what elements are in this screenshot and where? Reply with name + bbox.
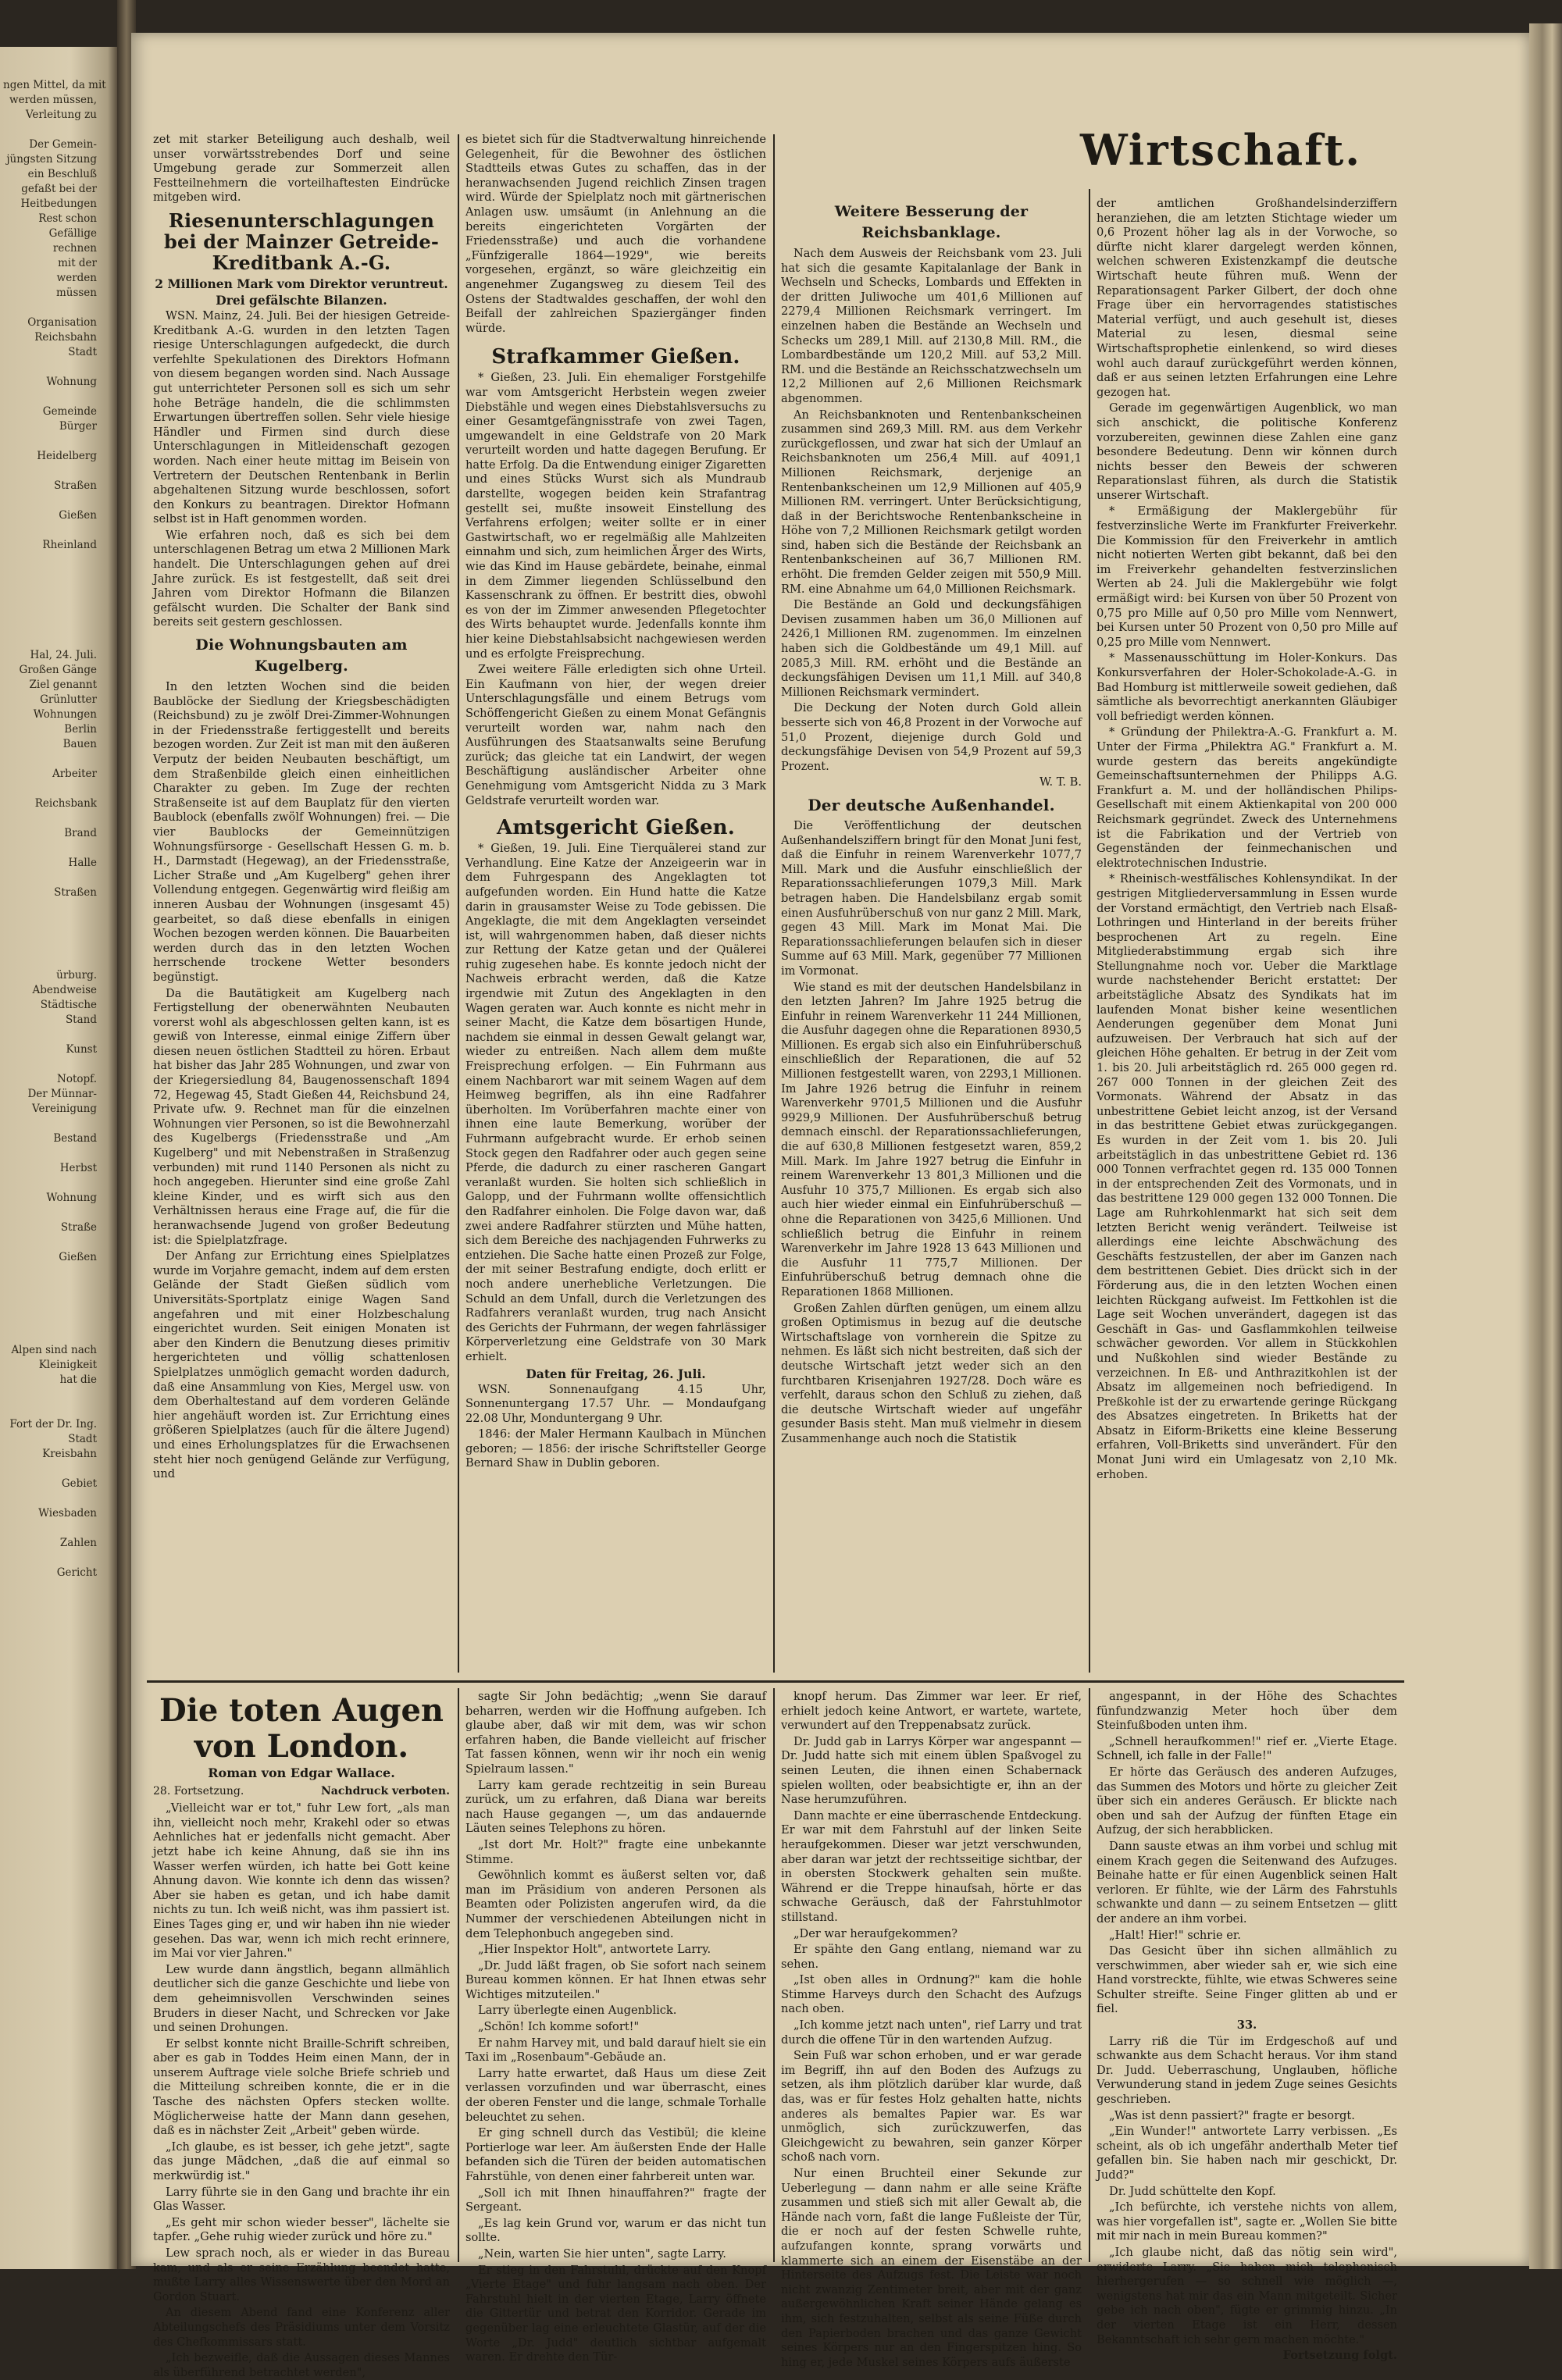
- left-page-fragment: Bürger: [59, 420, 97, 433]
- serial-paragraph: „Der war heraufgekommen?: [793, 1926, 958, 1940]
- serial-paragraph: „Dr. Judd läßt fragen, ob Sie sofort nach seinem Bureau kommen können. Er hat Ihnen etwas sehr Wichtiges mitzuteilen.": [465, 1958, 766, 2001]
- left-page-fragment: Wohnung: [46, 376, 97, 388]
- left-page-fragment: Stadt: [68, 346, 97, 358]
- serial-paragraph: „Ich komme jetzt nach unten", rief Larry und trat durch die offene Tür in den wartenden Aufzug.: [781, 2018, 1082, 2047]
- serial-paragraph: „Es geht mir schon wieder besser", lächelte sie tapfer. „Gehe ruhig wieder zurück und höre zu.": [153, 2215, 450, 2244]
- left-page-fragment: Alpen sind nach: [11, 1344, 97, 1356]
- left-page-fragment: rechnen: [52, 242, 97, 255]
- column-1: [153, 133, 450, 1675]
- left-page-fragment: hat die: [59, 1373, 97, 1386]
- left-page-fragment: gefaßt bei der: [21, 183, 97, 195]
- serial-notice: Nachdruck verboten.: [321, 1784, 450, 1797]
- column-4: [1097, 197, 1397, 1675]
- article-paragraph: 1846: der Maler Hermann Kaulbach in München geboren; — 1856: der irische Schriftsteller George Bernard Shaw in Dublin geboren.: [465, 1427, 766, 1470]
- article-paragraph: der amtlichen Großhandelsinderziffern heranziehen, die am letzten Stichtage wieder um 0,6 Prozent höher lag als in der Vorwoche, so dürfte nicht klarer dargelegt werden können, welchen schweren Existenzkampf die deutsche Wirtschaft heute führen muß. Wenn der Reparationsagent Parker Gilbert, der doch ohne Frage über ein hervorragendes statistisches Material verfügt, und auch gesehult ist, dieses Material zu lesen, diesmal seine Wirtschaftsprophetie einlenkend, so wird dieses wohl auch darauf zurückgeführt werden können, daß er aus seinen letzten Erfahrungen eine Lehre gezogen hat.: [1097, 197, 1397, 399]
- article-paragraph: Der Anfang zur Errichtung eines Spielplatzes wurde im Vorjahre gemacht, indem auf dem ersten Gelände der Stadt Gießen südlich vom Universitäts-Sportplatz einige Wagen Sand angefahren und mit einer Holzbeschalung eingerichtet wurden. Seit einigen Monaten ist aber den Kindern die Benutzung dieses primitiv hergerichteten und völlig schattenlosen Spielplatzes unmöglich gemacht worden dadurch, daß eine Ansammlung von Kies, Mergel usw. von dem Oberhaltestand auf dem vorderen Gelände hier angehäuft worden ist. Zur Errichtung eines größeren Spielplatzes (auch für die ältere Jugend) und eines Erholungsplatzes für die Erwachsenen steht hier noch genügend Gelände zur Verfügung, und: [153, 1249, 450, 1481]
- article-paragraph: WSN. Mainz, 24. Juli. Bei der hiesigen Getreide-Kreditbank A.-G. wurden in den letzten Tagen riesige Unterschlagungen aufgedeckt, die durch verfehlte Spekulationen des Direktors Hofmann von diesem begangen worden sind. Nach Aussage gut unterrichteter Personen soll es sich um sehr hohe Beträge handeln, die die schlimmsten Erwartungen übertreffen sollen. Sehr viele hiesige Händler und Firmen sind durch diese Unterschlagungen in Mitleidenschaft gezogen worden. Nach einer heute mittag im Beisein von Vertretern der Deutschen Rentenbank in Berlin abgehaltenen Sitzung wurde beschlossen, sofort den Konkurs zu beantragen. Direktor Hofmann selbst ist in Haft genommen worden.: [153, 308, 450, 526]
- serial-part: 28. Fortsetzung.: [153, 1784, 244, 1797]
- headline-amtsgericht: Amtsgericht Gießen.: [496, 816, 736, 840]
- article-paragraph: Die Deckung der Noten durch Gold allein besserte sich von 46,8 Prozent in der Vorwoche auf 51,0 Prozent, diejenige durch Gold und deckungsfähige Devisen von 54,9 Prozent auf 59,3 Prozent.: [781, 701, 1082, 773]
- serial-paragraph: Er nahm Harvey mit, und bald darauf hielt sie ein Taxi im „Rosenbaum"-Gebäude an.: [465, 2036, 766, 2065]
- headline-reichsbank: Weitere Besserung der Reichsbanklage.: [834, 203, 1029, 241]
- column-rule: [773, 134, 775, 1673]
- serial-paragraph: Er selbst konnte nicht Braille-Schrift schreiben, aber es gab in Toddes Heim einen Mann, der in unserem Auftrage viele solche Briefe schrieb und die Mitteilung schreiben konnte, die er in die Tasche des nächsten Opfers stecken wollte. Möglicherweise hatte der Mann dann gesehen, daß es in nächster Zeit „Arbeit" geben würde.: [153, 2036, 450, 2138]
- article-paragraph: Die Bestände an Gold und deckungsfähigen Devisen zusammen haben um 36,0 Millionen auf 2426,1 Millionen RM. zugenommen. Im einzelnen haben sich die Goldbestände um 49,1 Mill. auf 2085,3 Mill. RM. erhöht und die Bestände an deckungsfähigen Devisen um 11,1 Mill. auf 340,8 Millionen Reichsmark vermindert.: [781, 598, 1082, 699]
- article-paragraph: * Massenausschüttung im Holer-Konkurs. Das Konkursverfahren der Holer-Schokolade-A.-G. in Bad Homburg ist mittlerweile soweit gediehen, daß sämtliche als bevorrechtigt anerkannten Gläubiger voll befriedigt werden können.: [1097, 651, 1397, 723]
- article-paragraph: * Ermäßigung der Maklergebühr für festverzinsliche Werte im Frankfurter Freiverkehr. Die Kommission für den Freiverkehr in amtlich nicht notierten Werten gibt bekannt, daß bei den im Freiverkehr gehandelten festverzinslichen Werten ab 24. Juli die Maklergebühr wie folgt ermäßigt wird: bei Kursen von über 50 Prozent von 0,75 pro Mille auf 0,50 pro Mille vom Nennwert, bei Kursen unter 50 Prozent von 0,50 pro Mille auf 0,25 pro Mille vom Nennwert.: [1097, 504, 1397, 649]
- serial-title: Die toten Augen von London.: [159, 1692, 444, 1765]
- left-page-fragment: Bauen: [62, 738, 97, 750]
- serial-paragraph: Er ging schnell durch das Vestibül; die kleine Portierloge war leer. Am äußersten Ende der Halle befanden sich die Türen der beiden automatischen Fahrstühle, von denen einer fahrbereit unten war.: [465, 2126, 766, 2183]
- left-page-fragment: Heitbedungen: [20, 198, 97, 210]
- serial-paragraph: Larry riß die Tür im Erdgeschoß auf und schwankte aus dem Schacht heraus. Vor ihm stand Dr. Judd. Ueberraschung, Unglauben, höfliche Verwunderung stand in jedem Zuge seines Gesichts geschrieben.: [1097, 2034, 1397, 2107]
- serial-paragraph: angespannt, in der Höhe des Schachtes fünfundzwanzig Meter hoch über dem Steinfußboden unten ihm.: [1097, 1690, 1397, 1733]
- serial-paragraph: Er stieg in den Fahrstuhl, drückte auf den Knopf „Vierte Etage" und fuhr langsam nach oben. Der Fahrstuhl hielt in der vierten Etage, Larry öffnete die Gittertür und betrat den Korridor. Gerade im gegenüber lag eine erleuchtete Glastür, auf der die Worte „Dr. Judd" deutlich sichtbar aufgemalt waren. Er drehte den Tür-: [465, 2263, 766, 2364]
- article-paragraph: Da die Bautätigkeit am Kugelberg nach Fertigstellung der obenerwähnten Neubauten vorerst wohl als abgeschlossen gelten kann, ist es gewiß von Interesse, einmal einige Ziffern über diesen neuen östlichen Stadtteil zu hören. Erbaut hat bisher das Jahr 285 Wohnungen, und zwar von der Kriegersiedlung 84, Baugenossenschaft 1894 72, Hegewag 45, Stadt Gießen 44, Reichsbund 24, Private ufw. 9. Rechnet man für die einzelnen Wohnungen vier Personen, so ist die Bewohnerzahl des Kugelbergs (Friedensstraße und „Am Kugelberg" und mit Nebenstraßen in Straßenzug verbunden) mit rund 1140 Personen als nicht zu hoch angegeben. Hierunter sind eine große Zahl kleine Kinder, und es wirft sich aus den Verhältnissen heraus eine Frage auf, die für die heranwachsende Jugend von großer Bedeutung ist: die Spielplatzfrage.: [153, 986, 450, 1247]
- serial-paragraph: Gewöhnlich kommt es äußerst selten vor, daß man im Präsidium von anderen Personen als Beamten oder Polizisten angerufen wird, da die Nummer der verschiedenen Abteilungen nicht in dem Telephonbuch angegeben sind.: [465, 1869, 766, 1940]
- subhead-mainz-1: 2 Millionen Mark vom Direktor veruntreut.: [155, 276, 448, 291]
- left-page-fragment: Gebiet: [61, 1477, 97, 1490]
- newspaper-page: [131, 33, 1529, 2379]
- left-page-fragment: Kleinigkeit: [38, 1359, 97, 1371]
- serial-paragraph: Larry führte sie in den Gang und brachte ihr ein Glas Wasser.: [153, 2185, 450, 2214]
- column-rule: [773, 1688, 775, 2262]
- left-page-fragment: Fort der Dr. Ing.: [9, 1418, 97, 1430]
- left-page-fragment: Bestand: [53, 1132, 97, 1145]
- serial-column-1: [153, 1690, 450, 2379]
- article-paragraph: * Gründung der Philektra-A.-G. Frankfurt a. M. Unter der Firma „Philektra AG." Frankfurt a. M. wurde gestern das bereits angekündigte Gemeinschaftsunternehmen der Philipps A.G. Frankfurt a. M. und der holländischen Philips-Gesellschaft mit einem Aktienkapital von 200 000 Reichsmark gegründet. Zweck des Unternehmens ist die Fabrikation und der Vertrieb von Gegenständen der feinmechanischen und elektrotechnischen Industrie.: [1097, 725, 1397, 870]
- serial-paragraph: Er hörte das Geräusch des anderen Aufzuges, das Summen des Motors und hörte zu gleicher Zeit über sich ein anderes Geräusch. Er blickte nach oben und sah der Aufzug der fünften Etage ein Aufzug, der sich herabblicken.: [1097, 1765, 1397, 1837]
- agency-signature: W. T. B.: [1040, 775, 1082, 789]
- left-page-fragment: werden müssen,: [9, 94, 97, 106]
- article-paragraph: Die Veröffentlichung der deutschen Außenhandelsziffern bringt für den Monat Juni fest, daß die Einfuhr in reinem Warenverkehr 1077,7 Mill. Mark und die Ausfuhr einschließlich der Reparationssachlieferungen 1079,3 Mill. Mark betragen haben. Die Handelsbilanz ergab somit einen Ausfuhrüberschuß von nur ganz 2 Mill. Mark, gegen 43 Mill. Mark im Monat Mai. Die Reparationssachlieferungen belaufen sich in dieser Summe auf 63 Mill. Mark, gegenüber 77 Millionen im Vormonat.: [781, 818, 1082, 978]
- serial-paragraph: „Ich befürchte, ich verstehe nichts von allem, was hier vorgefallen ist", sagte er. „Wollen Sie bitte mit mir nach in mein Bureau kommen?": [1097, 2200, 1397, 2243]
- article-paragraph: * Gießen, 19. Juli. Eine Tierquälerei stand zur Verhandlung. Eine Katze der Anzeigeerin war in dem Fuhrgespann des Angeklagten tot aufgefunden worden. Ein Hund hatte die Katze darin in grausamster Weise zu Tode gebissen. Die Angeklagte, die mit dem Angeklagten verseindet ist, will wahrgenommen haben, daß dieser nichts zur Rettung der Katze getan und der Quälerei ruhig zugesehen habe. Es konnte jedoch nicht der Nachweis erbracht werden, daß die Katze irgendwie mit Zutun des Angeklagten in den Wagen geraten war. Auch konnte es nicht mehr in seiner Macht, die Katze dem bösartigen Hunde, nachdem sie einmal in dessen Gewalt gelangt war, wieder zu entreißen. Nach allem dem mußte Freisprechung erfolgen. — Ein Fuhrmann aus einem Nachbarort war mit seinem Wagen auf dem Heimweg begriffen, als ihn eine Radfahrer überholten. Im Vorüberfahren machte einer von ihnen eine laute Bemerkung, worüber der Fuhrmann aufgebracht wurde. Er erhob seinen Stock gegen den Radfahrer oder auch gegen seine Pferde, die dadurch zu einer rascheren Gangart veranlaßt wurden. Sie holten sich schließlich in Galopp, und der Fuhrmann wollte offensichtlich den Radfahrer einholen. Die Folge davon war, daß zwei andere Radfahrer stürzten und Mühe hatten, sich dem Bereiche des nachjagenden Fuhrwerks zu entziehen. Die Sache hatte einen Prozeß zur Folge, der mit seiner Bestrafung endigte, doch erlitt er noch andere unerhebliche Verletzungen. Die Schuld an dem Unfall, durch die Verletzungen des Radfahrers veranlaßt wurden, trug nach Ansicht des Gerichts der Fuhrmann, der wegen fahrlässiger Körperverletzung eine Geldstrafe von 30 Mark erhielt.: [465, 842, 766, 1363]
- serial-paragraph: Dann machte er eine überraschende Entdeckung. Er war mit dem Fahrstuhl auf der linken Seite heraufgekommen. Dieser war jetzt verschwunden, aber daran war jetzt der rechtsseitige sichtbar, der in obersten Stockwerk gehalten sein mußte. Während er die Treppe hinaufsah, hörte er das schwache Geräusch, daß der Fahrstuhlmotor stillstand.: [781, 1808, 1082, 1924]
- left-page-fragment: Heidelberg: [37, 450, 97, 462]
- article-paragraph: Zwei weitere Fälle erledigten sich ohne Urteil. Ein Kaufmann von hier, der wegen dreier Unterschlagungsfälle und einem Betrugs vom Schöffengericht Gießen zu einem Monat Gefängnis verurteilt worden war, nahm nach den Ausführungen des Staatsanwalts seine Berufung zurück; das gleiche tat ein Landwirt, der wegen Beschäftigung ausländischer Arbeiter ohne Genehmigung vom Amtsgericht Nidda zu 3 Mark Geldstrafe verurteilt worden war.: [465, 663, 766, 807]
- column-rule: [1089, 189, 1090, 1673]
- left-page-fragment: Zahlen: [59, 1537, 97, 1549]
- serial-paragraph: Dr. Judd schüttelte den Kopf.: [1109, 2184, 1276, 2198]
- serial-paragraph: Larry kam gerade rechtzeitig in sein Bureau zurück, um zu erfahren, daß Diana war bereits nach Hause gegangen —, um das andauernde Läuten seines Telephons zu hören.: [465, 1778, 766, 1836]
- headline-kugelberg: Die Wohnungsbauten am Kugelberg.: [195, 636, 408, 675]
- serial-paragraph: Lew sprach noch, als er wieder in das Bureau kam, und als er seine Erzählung beendet hatte, mußte Larry alles Wissenswerte über den Mord an Gordon Stuart.: [153, 2246, 450, 2303]
- left-page-fragment: Verleitung zu: [25, 109, 97, 121]
- left-page-fragment: Hal, 24. Juli.: [30, 649, 97, 661]
- serial-paragraph: „Schön! Ich komme sofort!": [478, 2020, 640, 2034]
- column-rule: [458, 1688, 459, 2262]
- serial-paragraph: Er spähte den Gang entlang, niemand war zu sehen.: [781, 1943, 1082, 1971]
- left-page-fragment: Herbst: [59, 1162, 97, 1174]
- left-page-fragment: Reichsbahn: [34, 331, 97, 344]
- serial-paragraph: „Schnell heraufkommen!" rief er. „Vierte Etage. Schnell, ich falle in der Falle!": [1097, 1734, 1397, 1763]
- left-page-fragment: ein Beschluß: [27, 168, 97, 180]
- left-page-fragment: Gießen: [59, 509, 97, 522]
- serial-paragraph: Larry überlegte einen Augenblick.: [478, 2004, 677, 2018]
- headline-strafkammer: Strafkammer Gießen.: [491, 345, 740, 369]
- left-page-fragment: Rheinland: [42, 539, 97, 551]
- left-page-fragment: Gefällige: [48, 227, 97, 240]
- page-edge: [1529, 23, 1562, 2269]
- serial-paragraph: „Ich glaube nicht, daß das nötig sein wird", erwiderte Larry. „Sie haben mich telephonisch hierhergerufen — so schnell wie möglich —, wenigstens hat mir das ein Mann mitgeteilt. Sicher gebe ich nach oben", fügte er grimmig hinzu. „In der vierten Etage ist ein Herr, dessen Bekanntschaft ich sehr gern machen möchte.": [1097, 2245, 1397, 2346]
- left-page-fragment: Rest schon: [38, 212, 97, 225]
- left-page-fragment: Grünlutter: [40, 693, 97, 706]
- serial-paragraph: „Soll ich mit Ihnen hinauffahren?" fragte der Sergeant.: [465, 2186, 766, 2214]
- article-paragraph: Nach dem Ausweis der Reichsbank vom 23. Juli hat sich die gesamte Kapitalanlage der Bank in Wechseln und Schecks, Lombards und Effekten in der dritten Juliwoche um 401,6 Millionen auf 2279,4 Millionen Reichsmark verringert. Im einzelnen haben die Bestände an Wechseln und Schecks um 289,1 Mill. auf 2130,8 Mill. RM., die Lombardbestände um 120,2 Mill. auf 53,2 Mill. RM. und die Bestände an Reichsschatzwechseln um 12,2 Millionen auf 2,6 Millionen Reichsmark abgenommen.: [781, 247, 1082, 405]
- left-page-fragment: Notopf.: [57, 1073, 97, 1085]
- left-facing-page: [0, 47, 117, 2269]
- left-page-fragment: jüngsten Sitzung: [6, 153, 97, 166]
- left-page-fragment: Kreisbahn: [42, 1448, 97, 1460]
- serial-paragraph: „Ich bezweifle, daß die Aussagen dieses Mannes als überführend betrachtet werden",: [153, 2351, 450, 2379]
- serial-paragraph: „Ich glaube, es ist besser, ich gehe jetzt", sagte das junge Mädchen, „daß die auf einmal so merkwürdig ist.": [153, 2140, 450, 2183]
- headline-mainz: Riesenunterschlagungen bei der Mainzer Getreide-Kreditbank A.-G.: [163, 208, 440, 274]
- article-paragraph: Wie stand es mit der deutschen Handelsbilanz in den letzten Jahren? Im Jahre 1925 betrug die Einfuhr in reinem Warenverkehr 11 244 Millionen, die Ausfuhr dagegen ohne die Reparationen 8930,5 Millionen. Es ergab sich also ein Einfuhrüberschuß einschließlich der Reparationen, die auf 52 Millionen festgestellt waren, von 2293,1 Millionen. Im Jahre 1926 betrug die Einfuhr in reinem Warenverkehr 9701,5 Millionen und die Ausfuhr 9929,9 Millionen. Der Ausfuhrüberschuß betrug demnach einschl. der Reparationssachlieferungen, die auf 630,8 Millionen festgesetzt waren, 859,2 Mill. Mark. Im Jahre 1927 betrug die Einfuhr in reinem Warenverkehr 13 801,3 Millionen und die Ausfuhr 10 375,7 Millionen. Es ergab sich also auch hier wieder einmal ein Einfuhrüberschuß — ohne die Reparationen von 3425,6 Millionen. Und schließlich betrug die Einfuhr in reinem Warenverkehr im Jahre 1928 13 643 Millionen und die Ausfuhr 11 775,7 Millionen. Der Einfuhrüberschuß betrug demnach ohne die Reparationen 1868 Millionen.: [781, 980, 1082, 1299]
- headline-daten: Daten für Freitag, 26. Juli.: [526, 1366, 706, 1381]
- serial-paragraph: An diesem Abend fand eine Konferenz aller Abteilungschefs des Präsidiums unter dem Vorsitz des Chefkommissars statt.: [153, 2306, 450, 2349]
- serial-paragraph: 33.: [1236, 2018, 1257, 2033]
- serial-paragraph: „Was ist denn passiert?" fragte er besorgt.: [1109, 2108, 1355, 2122]
- left-page-fragment: Wohnung: [46, 1192, 97, 1204]
- left-page-fragment: werden: [56, 272, 97, 284]
- left-page-fragment: Organisation: [27, 316, 97, 329]
- serial-paragraph: „Hier Inspektor Holt", antwortete Larry.: [478, 1943, 711, 1957]
- serial-paragraph: Dr. Judd gab in Larrys Körper war angespannt — Dr. Judd hatte sich mit einem üblen Spaßvogel zu seinen Leuten, die ihnen einen Schabernack spielen wollten, oder beabsichtigte er, ihn an der Nase herumzuführen.: [781, 1734, 1082, 1807]
- serial-paragraph: „Nein, warten Sie hier unten", sagte Larry.: [478, 2246, 726, 2261]
- column-2: [465, 133, 766, 1675]
- left-page-fragment: Arbeiter: [52, 768, 97, 780]
- article-paragraph: * Rheinisch-westfälisches Kohlensyndikat. In der gestrigen Mitgliederversammlung in Essen wurde der Vorstand ermächtigt, den Vertrieb nach Elsaß-Lothringen und Hinterland in der bereits früher besprochenen Art zu regeln. Eine Mitgliederabstimmung ergab sich ihre Stellungnahme noch vor. Ueber die Marktlage wurde nachstehender Bericht erstattet: Der arbeitstägliche Absatz des Syndikats hat im laufenden Monat bisher keine wesentlichen Aenderungen gegenüber dem Monat Juni aufzuweisen. Der Verbrauch hat sich auf der gleichen Höhe gehalten. Er betrug in der Zeit vom 1. bis 20. Juli arbeitstäglich rd. 265 000 gegen rd. 267 000 Tonnen in der gleichen Zeit des Vormonats. Während der Absatz in das unbestrittene Gebiet leicht anzog, ist der Versand in das bestrittene Gebiet etwas zurückgegangen. Es wurden in der Zeit vom 1. bis 20. Juli arbeitstäglich in das unbestrittene Gebiet rd. 136 000 Tonnen verfrachtet gegen rd. 135 000 Tonnen in der entsprechenden Zeit des Vormonats, und in das bestrittene 129 000 gegen 132 000 Tonnen. Die Lage am Ruhrkohlenmarkt hat sich seit dem letzten Bericht wenig verändert. Teilweise ist allerdings eine leichte Abschwächung des Geschäfts festzustellen, der aber im Ganzen nach dem bestrittenen Gebiet. Dies drückt sich in der Förderung aus, die in den letzten Wochen einen leichten Rückgang aufweist. Im Fettkohlen ist die Lage seit Wochen unverändert, dagegen ist das Geschäft in Gas- und Gasflammkohlen teilweise schwächer geworden. Vor allem in Stückkohlen und Nußkohlen sind wieder Bestände zu verzeichnen. In Eß- und Anthrazitkohlen ist der Absatz im allgemeinen noch befriedigend. In Preßkohle ist der zu erwartende geringe Rückgang des Absatzes eingetreten. In Briketts hat der Absatz in Eiform-Briketts eine kleine Besserung erfahren, Voll-Briketts sind unverändert. Für den Monat Juni wird ein Umlagesatz von 2,10 Mk. erhoben.: [1097, 872, 1397, 1481]
- serial-paragraph: sagte Sir John bedächtig; „wenn Sie darauf beharren, werden wir die Hoffnung aufgeben. Ich glaube aber, daß wir mit dem, was wir schon erfahren haben, die Bande vielleicht auf frischer Tat fassen können, wenn wir ihr noch ein wenig Spielraum lassen.": [465, 1690, 766, 1776]
- left-page-fragment: Gemeinde: [42, 405, 97, 418]
- left-page-fragment: Wiesbaden: [38, 1507, 97, 1520]
- left-page-fragment: ürburg.: [56, 969, 97, 982]
- serial-paragraph: Larry hatte erwartet, daß Haus um diese Zeit verlassen vorzufinden und war überrascht, eines der oberen Fenster und die lange, schmale Torhalle beleuchtet zu sehen.: [465, 2066, 766, 2124]
- left-page-fragment: Stadt: [68, 1433, 97, 1445]
- serial-paragraph: Lew wurde dann ängstlich, begann allmählich deutlicher sich die ganze Geschichte und liebe von dem geheimnisvollen Verschwinden seines Bruders in dieser Nacht, und Schrecken vor Jake und seinen Drohungen.: [153, 1962, 450, 2035]
- left-page-fragment: mit der: [58, 257, 97, 269]
- left-page-fragment: Gericht: [56, 1566, 97, 1579]
- left-page-fragment: Der Gemein-: [29, 138, 97, 151]
- serial-paragraph: Fortsetzung folgt.: [1282, 2349, 1397, 2363]
- left-page-fragment: Gießen: [59, 1251, 97, 1263]
- serial-paragraph: Nur einen Bruchteil einer Sekunde zur Ueberlegung — dann nahm er alle seine Kräfte zusammen und stieß sich mit aller Gewalt ab, die Hände nach vorn, faßt die lange Fußleiste der Tür, die er noch auf der festen Schwelle ruhte, aufzufangen konnte, sprang vorwärts und klammerte sich an einem der Eisenstäbe an der Hinterseite des Aufzugs fest. Die Leiste war noch nicht zwanzig Zentimeter breit, aber mit der ganz außergewöhnlichen Kraft seiner Hände gelang es ihm, sich festzuhalten, selbst als seine Füße durch den Papierboden brachen und das ganze Gewicht seines Körpers nur an den Fingerspitzen hing. So hing er, jede Muskel seines Körpers aufs äußerste: [781, 2167, 1082, 2369]
- col1-intro: zet mit starker Beteiligung auch deshalb, weil unser vorwärtsstrebendes Dorf und seine Umgebung gerade zur Sommerzeit allen Festteilnehmern die vorteilhaftesten Eindrücke mitgeben wird.: [153, 133, 450, 205]
- article-paragraph: Gerade im gegenwärtigen Augenblick, wo man sich anschickt, die politische Konferenz vorzubereiten, gewinnen diese Zahlen eine ganz besondere Bedeutung. Denn wir können durch nichts besser den Beweis der schweren Reparationslast führen, als durch die Statistik unserer Wirtschaft.: [1097, 401, 1397, 502]
- article-paragraph: Großen Zahlen dürften genügen, um einem allzu großen Optimismus in bezug auf die deutsche Wirtschaftslage von vornherein die Spitze zu nehmen. Es läßt sich nicht bestreiten, daß sich der deutsche Wirtschaft jetzt weder sich an den furchtbaren Krisenjahren 1927/28. Doch wäre es verfehlt, daraus schon den Schluß zu ziehen, daß die deutsche Wirtschaft wieder auf ungefähr gesunder Basis steht. Man muß vielmehr in diesem Zusammenhange auch noch die Statistik: [781, 1301, 1082, 1445]
- left-page-fragment: Stand: [65, 1014, 97, 1026]
- serial-paragraph: Dann sauste etwas an ihm vorbei und schlug mit einem Krach gegen die Seitenwand des Aufzuges. Beinahe hatte er für einen Augenblick seinen Halt verloren. Er fühlte, wie der Lärm des Fahrstuhls schwankte und dann — zu seinem Entsetzen — glitt der andere an ihm vorbei.: [1097, 1839, 1397, 1926]
- left-page-fragment: Straßen: [54, 479, 97, 492]
- left-page-fragment: Brand: [64, 827, 97, 839]
- left-page-fragment: Kunst: [66, 1043, 97, 1056]
- col2-intro: es bietet sich für die Stadtverwaltung hinreichende Gelegenheit, für die Bewohner des östlichen Stadtteils etwas Gutes zu schaffen, das in der heranwachsenden Jugend reichlich Zinsen tragen wird. Würde der Spielplatz noch mit gärtnerischen Anlagen usw. umsäumt (in Anlehnung an die bereits eingerichteten Vorgärten der Friedensstraße) und auch die vorhandene „Fünfzigeralle 1864—1929", wie bereits vorgesehen, ergänzt, so wäre gleichzeitig ein angenehmer Zugangsweg zu diesem Teil des Ostens der Stadtwaldes geschaffen, der wohl den Beifall der zahlreichen Spaziergänger finden würde.: [465, 133, 766, 335]
- left-page-fragment: Reichsbank: [34, 797, 97, 810]
- left-page-fragment: Ziel genannt: [29, 679, 97, 691]
- serial-paragraph: „Halt! Hier!" schrie er.: [1109, 1928, 1241, 1942]
- serial-column-3: [781, 1690, 1082, 2369]
- article-paragraph: WSN. Sonnenaufgang 4.15 Uhr, Sonnenuntergang 17.57 Uhr. — Mondaufgang 22.08 Uhr, Monduntergang 9 Uhr.: [465, 1382, 766, 1425]
- section-separator: [147, 1680, 1404, 1683]
- serial-subtitle: Roman von Edgar Wallace.: [208, 1765, 395, 1780]
- left-page-fragment: Wohnungen: [33, 708, 97, 721]
- serial-paragraph: knopf herum. Das Zimmer war leer. Er rief, erhielt jedoch keine Antwort, er wartete, wartete, verwundert auf den Treppenabsatz zurück.: [781, 1690, 1082, 1733]
- article-paragraph: * Gießen, 23. Juli. Ein ehemaliger Forstgehilfe war vom Amtsgericht Herbstein wegen zweier Diebstähle und wegen eines Diebstahlsversuchs zu einer Gesamtgefängnisstrafe von zwei Tagen, umgewandelt in eine Geldstrafe von 20 Mark verurteilt worden und hatte dagegen Berufung. Er hatte Erfolg. Da die Entwendung einiger Zigaretten und eines Stücks Wurst sich als Mundraub darstellte, wogegen beiden kein Strafantrag gestellt sei, mußte insoweit Einstellung des Verfahrens erfolgen; weiter sollte er in einer Gastwirtschaft, wo er regelmäßig alle Mahlzeiten einnahm und sich, zum heimlichen Ärger des Wirts, wie das Kind im Hause gebärdete, beinahe, einmal in dem Zimmer liegenden Schlüsselbund den Kassenschrank zu öffnen. Er bestritt dies, obwohl es von der im Zimmer anwesenden Pflegetochter des Wirts behauptet wurde. Jedenfalls konnte ihm hier keine Diebstahlsabsicht nachgewiesen werden und es erfolgte Freisprechung.: [465, 371, 766, 661]
- serial-column-4: [1097, 1690, 1397, 2363]
- section-masthead: Wirtschaft.: [1080, 125, 1362, 175]
- left-page-fragment: Städtische: [40, 999, 97, 1011]
- left-page-fragment: Großen Gänge: [19, 664, 97, 676]
- left-page-fragment: Berlin: [64, 723, 97, 736]
- serial-paragraph: „Es lag kein Grund vor, warum er das nicht tun sollte.: [465, 2216, 766, 2245]
- article-paragraph: In den letzten Wochen sind die beiden Baublöcke der Siedlung der Kriegsbeschädigten (Reichsbund) zu je zwölf Drei-Zimmer-Wohnungen in der Friedensstraße fertiggestellt und bereits bezogen worden. Zur Zeit ist man mit den äußeren Verputz der beiden Neubauten beschäftigt, um dem Straßenbilde gleich einen einheitlichen Charakter zu geben. Im Zuge der rechten Straßenseite ist auf dem Bauplatz für den vierten Baublock (ebenfalls zwölf Wohnungen) frei. — Die vier Baublocks der Gemeinnützigen Wohnungsfürsorge - Gesellschaft Hessen G. m. b. H., Darmstadt (Hegewag), an der Friedensstraße, Licher Straße und „Am Kugelberg" gehen ihrer Vollendung entgegen. Gegenwärtig wird fleißig am inneren Ausbau der Wohnungen (insgesamt 45) gearbeitet, so daß diese ebenfalls in einigen Wochen bezogen werden können. Die Bauarbeiten werden durch das in den letzten Wochen herrschende trockene Wetter besonders begünstigt.: [153, 680, 450, 984]
- left-page-fragment: Halle: [68, 857, 97, 869]
- serial-paragraph: „Ein Wunder!" antwortete Larry verbissen. „Es scheint, als ob ich ungefähr anderthalb Meter tief gefallen bin. Sie haben nach mir geschickt, Dr. Judd?": [1097, 2125, 1397, 2182]
- column-rule: [458, 134, 459, 1673]
- subhead-mainz-2: Drei gefälschte Bilanzen.: [216, 292, 387, 308]
- article-paragraph: Wie erfahren noch, daß es sich bei dem unterschlagenen Betrag um etwa 2 Millionen Mark handelt. Die Unterschlagungen gehen auf drei Jahre zurück. Es ist festgestellt, daß seit drei Jahren vom Direktor Hofmann die Bilanzen gefälscht wurden. Die Schalter der Bank sind bereits seit gestern geschlossen.: [153, 528, 450, 629]
- article-paragraph: An Reichsbanknoten und Rentenbankscheinen zusammen sind 269,3 Mill. RM. aus dem Verkehr zurückgeflossen, und zwar hat sich der Umlauf an Reichsbanknoten um 256,4 Mill. auf 4091,1 Millionen Reichsmark, derjenige an Rentenbankscheinen um 12,9 Millionen auf 405,9 Millionen RM. verringert. Unter Berücksichtigung, daß in der Berichtswoche Rentenbankscheine in Höhe von 7,2 Millionen Reichsmark getilgt worden sind, haben sich die Bestände der Reichsbank an Rentenbankscheinen auf 36,7 Millionen RM. erhöht. Die fremden Gelder zeigen mit 550,9 Mill. RM. eine Abnahme um 64,0 Millionen Reichsmark.: [781, 408, 1082, 596]
- serial-paragraph: „Ist oben alles in Ordnung?" kam die hohle Stimme Harveys durch den Schacht des Aufzugs nach oben.: [781, 1973, 1082, 2016]
- serial-column-2: [465, 1690, 766, 2364]
- column-rule: [1089, 1688, 1090, 2262]
- left-page-fragment: Abendweise: [32, 984, 97, 996]
- column-3: [781, 197, 1082, 1675]
- left-page-fragment: müssen: [55, 287, 97, 299]
- serial-paragraph: „Ist dort Mr. Holt?" fragte eine unbekannte Stimme.: [465, 1837, 766, 1866]
- left-page-fragment: ngen Mittel, da mit: [3, 79, 106, 91]
- left-page-fragment: Der Münnar-: [27, 1088, 97, 1100]
- headline-aussenhandel: Der deutsche Außenhandel.: [808, 795, 1055, 814]
- serial-paragraph: „Vielleicht war er tot," fuhr Lew fort, „als man ihn, vielleicht noch mehr, Krakehl oder so etwas Aehnliches hat er jedenfalls nicht gemacht. Aber jetzt habe ich keine Ahnung, daß sie ihn ins Wasser werfen würden, ich hatte bei Gott keine Ahnung davon. Wie konnte ich denn das wissen? Aber sie haben es getan, und ich habe damit nichts zu tun. Ich weiß nicht, was ihm passiert ist. Eines Tages ging er, und wir haben ihn nie wieder gesehen. Das war, wenn ich mich recht erinnere, im Mai vor vier Jahren.": [153, 1801, 450, 1961]
- left-page-fragment: Straße: [60, 1221, 97, 1234]
- serial-paragraph: Das Gesicht über ihn sichen allmählich zu verschwimmen, aber wieder sah er, wie sich eine Hand vorstreckte, fühlte, wie etwas Schweres seine Schulter streifte. Seine Finger glitten ab und er fiel.: [1097, 1944, 1397, 2016]
- left-page-fragment: Vereinigung: [32, 1103, 97, 1115]
- serial-paragraph: Sein Fuß war schon erhoben, und er war gerade im Begriff, ihn auf den Boden des Aufzugs zu setzen, als ihm plötzlich darüber klar wurde, daß das, was er für festes Holz gehalten hatte, nichts anderes als bemaltes Papier war. Es war unmöglich, sich zurückzuwerfen, das Gleichgewicht zu bewahren, sein ganzer Körper schoß nach vorn.: [781, 2049, 1082, 2164]
- left-page-fragment: Straßen: [54, 886, 97, 899]
